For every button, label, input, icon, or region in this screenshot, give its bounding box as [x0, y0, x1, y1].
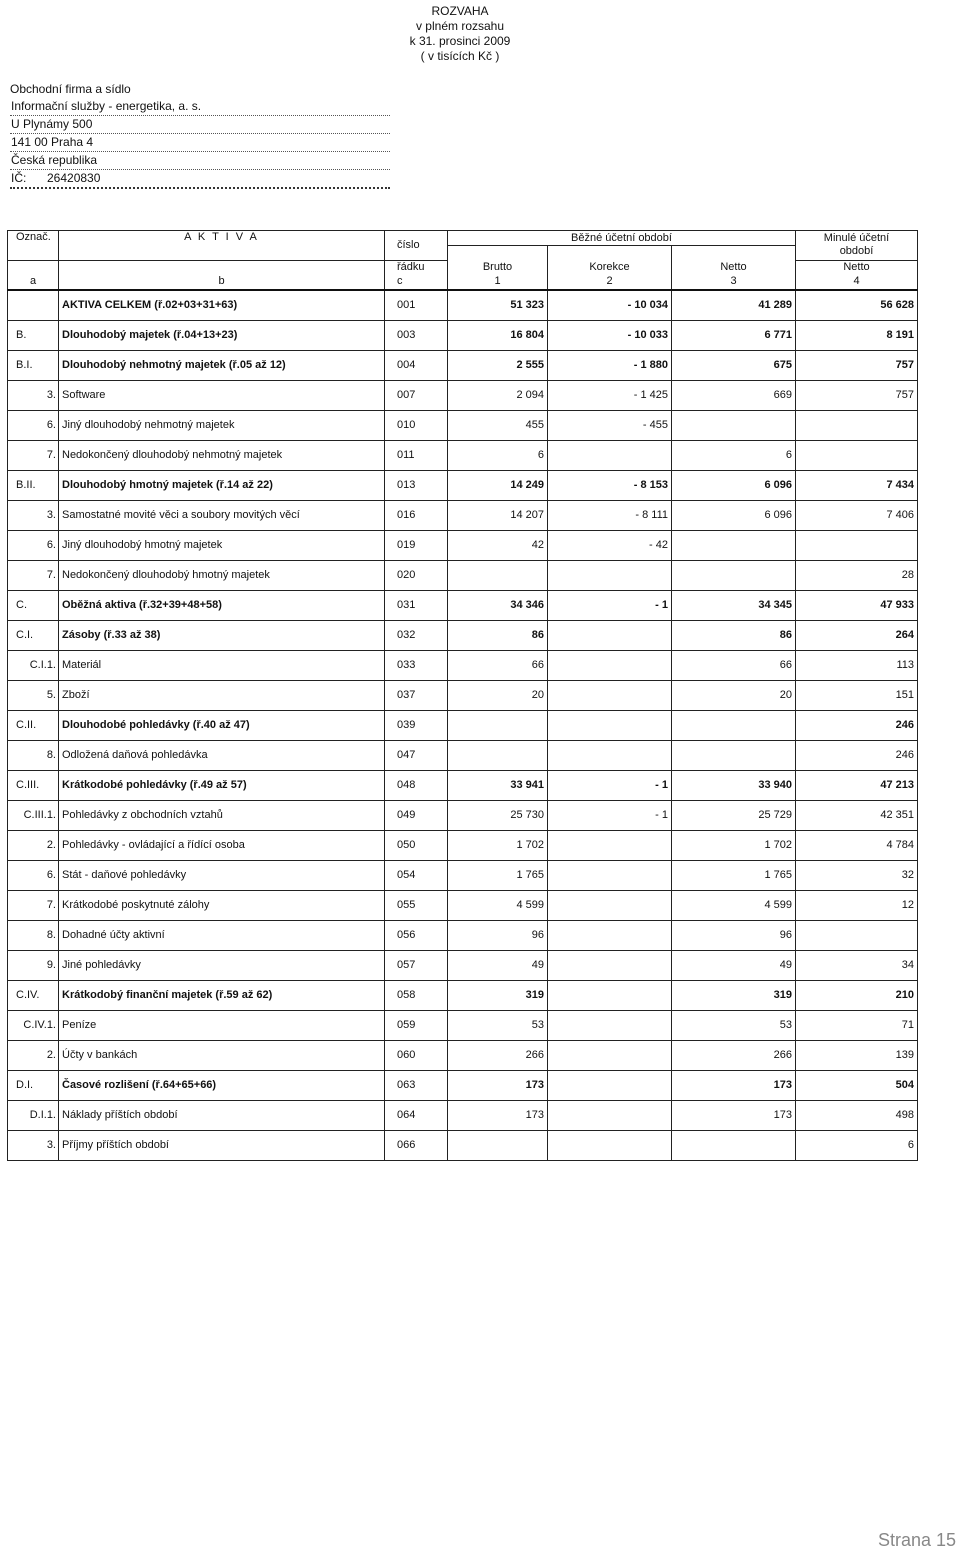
row-netto-previous: 47 213	[796, 770, 918, 800]
table-row	[8, 980, 918, 1010]
row-brutto: 14 249	[448, 470, 548, 500]
table-row	[8, 440, 918, 470]
row-label: Účty v bankách	[59, 1040, 385, 1070]
company-city: 141 00 Praha 4	[10, 134, 390, 152]
row-oznaceni: 5.	[8, 680, 59, 710]
table-row	[8, 500, 918, 530]
row-number: 020	[385, 560, 448, 590]
row-label: Časové rozlišení (ř.64+65+66)	[59, 1070, 385, 1100]
row-number: 060	[385, 1040, 448, 1070]
table-row	[8, 650, 918, 680]
row-label: Dlouhodobý nehmotný majetek (ř.05 až 12)	[59, 350, 385, 380]
row-brutto: 2 555	[448, 350, 548, 380]
row-label: Pohledávky z obchodních vztahů	[59, 800, 385, 830]
row-number: 011	[385, 440, 448, 470]
row-netto: 96	[672, 920, 796, 950]
row-brutto	[448, 710, 548, 740]
row-oznaceni: 6.	[8, 410, 59, 440]
row-number: 039	[385, 710, 448, 740]
company-street: U Plynámy 500	[10, 116, 390, 134]
row-oznaceni: 3.	[8, 500, 59, 530]
row-number: 055	[385, 890, 448, 920]
header-spacer-brutto	[448, 246, 548, 261]
row-number: 049	[385, 800, 448, 830]
row-netto-previous: 139	[796, 1040, 918, 1070]
row-number: 059	[385, 1010, 448, 1040]
company-ic-label: IČ:	[11, 171, 27, 185]
title-line-4: ( v tisících Kč )	[420, 49, 500, 63]
row-netto: 319	[672, 980, 796, 1010]
row-number: 058	[385, 980, 448, 1010]
row-korekce	[548, 440, 672, 470]
table-row	[8, 590, 918, 620]
table-row	[8, 860, 918, 890]
row-korekce	[548, 650, 672, 680]
title-line-2: v plném rozsahu	[415, 19, 505, 33]
row-korekce	[548, 920, 672, 950]
row-netto-previous	[796, 410, 918, 440]
row-brutto: 34 346	[448, 590, 548, 620]
row-oznaceni: 6.	[8, 530, 59, 560]
header-spacer-netto	[672, 246, 796, 261]
row-oznaceni	[8, 290, 59, 321]
row-brutto: 1 765	[448, 860, 548, 890]
row-oznaceni: C.I.	[8, 620, 59, 650]
company-ic	[10, 170, 390, 189]
row-korekce	[548, 1100, 672, 1130]
row-netto	[672, 710, 796, 740]
row-oznaceni: 7.	[8, 440, 59, 470]
row-netto-previous: 757	[796, 350, 918, 380]
row-netto	[672, 1130, 796, 1160]
row-label: Dlouhodobý majetek (ř.04+13+23)	[59, 320, 385, 350]
row-number: 066	[385, 1130, 448, 1160]
row-korekce	[548, 1070, 672, 1100]
header-korekce: Korekce	[548, 260, 672, 275]
header-oz-blank	[8, 260, 59, 275]
row-netto-previous: 113	[796, 650, 918, 680]
table-row	[8, 380, 918, 410]
row-label: Materiál	[59, 650, 385, 680]
table-row	[8, 830, 918, 860]
row-oznaceni: 3.	[8, 1130, 59, 1160]
row-netto-previous: 498	[796, 1100, 918, 1130]
row-netto-previous: 504	[796, 1070, 918, 1100]
row-netto-previous	[796, 920, 918, 950]
header-netto-prev: Netto	[796, 260, 918, 275]
row-label: Zásoby (ř.33 až 38)	[59, 620, 385, 650]
row-label: Jiný dlouhodobý hmotný majetek	[59, 530, 385, 560]
row-number: 004	[385, 350, 448, 380]
table-row	[8, 1010, 918, 1040]
row-netto: 4 599	[672, 890, 796, 920]
title-line-3: k 31. prosinci 2009	[409, 34, 511, 48]
row-oznaceni: C.II.	[8, 710, 59, 740]
row-netto-previous: 71	[796, 1010, 918, 1040]
row-netto: 49	[672, 950, 796, 980]
row-number: 056	[385, 920, 448, 950]
table-row	[8, 890, 918, 920]
row-netto-previous: 32	[796, 860, 918, 890]
row-label: Jiné pohledávky	[59, 950, 385, 980]
row-korekce	[548, 560, 672, 590]
table-row	[8, 620, 918, 650]
row-netto-previous: 246	[796, 710, 918, 740]
row-oznaceni: B.	[8, 320, 59, 350]
row-brutto	[448, 1130, 548, 1160]
row-oznaceni: C.III.	[8, 770, 59, 800]
table-row	[8, 1040, 918, 1070]
row-netto: 86	[672, 620, 796, 650]
row-netto-previous: 6	[796, 1130, 918, 1160]
table-row	[8, 1130, 918, 1160]
table-row	[8, 740, 918, 770]
row-number: 031	[385, 590, 448, 620]
row-oznaceni: C.III.1.	[8, 800, 59, 830]
row-korekce	[548, 950, 672, 980]
row-brutto: 266	[448, 1040, 548, 1070]
row-netto: 6 771	[672, 320, 796, 350]
table-row	[8, 530, 918, 560]
row-netto: 266	[672, 1040, 796, 1070]
row-brutto: 86	[448, 620, 548, 650]
table-row	[8, 350, 918, 380]
row-number: 019	[385, 530, 448, 560]
row-label: Zboží	[59, 680, 385, 710]
row-brutto: 14 207	[448, 500, 548, 530]
row-netto-previous: 56 628	[796, 290, 918, 321]
header-row-1	[8, 231, 918, 246]
row-oznaceni: 8.	[8, 920, 59, 950]
company-block	[10, 80, 390, 189]
table-row	[8, 560, 918, 590]
header-spacer-korekce	[548, 246, 672, 261]
row-korekce: - 42	[548, 530, 672, 560]
row-netto: 6 096	[672, 470, 796, 500]
header-n4: 4	[796, 275, 918, 290]
row-label: Nedokončený dlouhodobý nehmotný majetek	[59, 440, 385, 470]
header-n2: 2	[548, 275, 672, 290]
row-korekce: - 1 425	[548, 380, 672, 410]
row-netto: 675	[672, 350, 796, 380]
company-label: Obchodní firma a sídlo	[10, 82, 131, 96]
row-brutto: 53	[448, 1010, 548, 1040]
row-brutto: 33 941	[448, 770, 548, 800]
row-brutto	[448, 560, 548, 590]
header-previous-period	[796, 231, 918, 261]
row-oznaceni: 2.	[8, 830, 59, 860]
row-korekce	[548, 710, 672, 740]
header-row-3	[8, 275, 918, 290]
row-netto-previous	[796, 440, 918, 470]
row-korekce: - 1	[548, 590, 672, 620]
row-korekce: - 1	[548, 800, 672, 830]
row-netto-previous: 7 406	[796, 500, 918, 530]
table-row	[8, 320, 918, 350]
row-brutto	[448, 740, 548, 770]
row-brutto: 319	[448, 980, 548, 1010]
row-number: 037	[385, 680, 448, 710]
header-cislo	[385, 231, 448, 261]
row-netto: 6 096	[672, 500, 796, 530]
row-oznaceni: 7.	[8, 560, 59, 590]
balance-sheet-table	[7, 230, 918, 1161]
row-korekce: - 8 153	[548, 470, 672, 500]
table-row	[8, 710, 918, 740]
table-row	[8, 770, 918, 800]
row-oznaceni: D.I.1.	[8, 1100, 59, 1130]
table-row	[8, 800, 918, 830]
row-label: AKTIVA CELKEM (ř.02+03+31+63)	[59, 290, 385, 321]
row-netto: 6	[672, 440, 796, 470]
row-number: 033	[385, 650, 448, 680]
header-brutto: Brutto	[448, 260, 548, 275]
header-aktiva-blank	[59, 260, 385, 275]
row-label: Krátkodobé poskytnuté zálohy	[59, 890, 385, 920]
row-oznaceni: 9.	[8, 950, 59, 980]
row-oznaceni: 7.	[8, 890, 59, 920]
row-label: Náklady příštích období	[59, 1100, 385, 1130]
row-number: 010	[385, 410, 448, 440]
row-korekce: - 10 034	[548, 290, 672, 321]
row-oznaceni: 2.	[8, 1040, 59, 1070]
row-brutto: 1 702	[448, 830, 548, 860]
row-netto: 25 729	[672, 800, 796, 830]
row-netto-previous: 4 784	[796, 830, 918, 860]
row-oznaceni: 6.	[8, 860, 59, 890]
row-oznaceni: 3.	[8, 380, 59, 410]
row-label: Dlouhodobý hmotný majetek (ř.14 až 22)	[59, 470, 385, 500]
row-oznaceni: C.IV.	[8, 980, 59, 1010]
row-number: 032	[385, 620, 448, 650]
row-netto-previous	[796, 530, 918, 560]
row-number: 064	[385, 1100, 448, 1130]
row-netto: 669	[672, 380, 796, 410]
row-label: Odložená daňová pohledávka	[59, 740, 385, 770]
row-netto-previous: 210	[796, 980, 918, 1010]
row-label: Jiný dlouhodobý nehmotný majetek	[59, 410, 385, 440]
row-number: 057	[385, 950, 448, 980]
row-label: Dohadné účty aktivní	[59, 920, 385, 950]
row-brutto: 66	[448, 650, 548, 680]
header-radku: řádku	[385, 260, 448, 275]
row-netto: 1 702	[672, 830, 796, 860]
row-label: Dlouhodobé pohledávky (ř.40 až 47)	[59, 710, 385, 740]
header-cislo-text: číslo	[397, 238, 420, 251]
row-brutto: 4 599	[448, 890, 548, 920]
row-label: Stát - daňové pohledávky	[59, 860, 385, 890]
row-netto: 173	[672, 1070, 796, 1100]
row-label: Samostatné movité věci a soubory movitých věcí	[59, 500, 385, 530]
row-korekce	[548, 860, 672, 890]
row-label: Krátkodobý finanční majetek (ř.59 až 62)	[59, 980, 385, 1010]
row-korekce	[548, 890, 672, 920]
row-netto-previous: 246	[796, 740, 918, 770]
row-number: 054	[385, 860, 448, 890]
row-korekce: - 1	[548, 770, 672, 800]
row-korekce: - 8 111	[548, 500, 672, 530]
row-korekce	[548, 1010, 672, 1040]
row-netto	[672, 740, 796, 770]
row-netto-previous: 8 191	[796, 320, 918, 350]
row-number: 047	[385, 740, 448, 770]
document-title	[0, 4, 920, 64]
row-netto-previous: 34	[796, 950, 918, 980]
header-n3: 3	[672, 275, 796, 290]
row-number: 016	[385, 500, 448, 530]
row-brutto: 25 730	[448, 800, 548, 830]
row-korekce: - 455	[548, 410, 672, 440]
row-oznaceni: C.I.1.	[8, 650, 59, 680]
header-netto: Netto	[672, 260, 796, 275]
row-number: 003	[385, 320, 448, 350]
row-netto	[672, 560, 796, 590]
row-oznaceni: 8.	[8, 740, 59, 770]
row-number: 001	[385, 290, 448, 321]
row-korekce	[548, 620, 672, 650]
row-netto: 33 940	[672, 770, 796, 800]
row-korekce	[548, 980, 672, 1010]
header-oznac: Označ.	[8, 231, 59, 261]
row-korekce	[548, 1040, 672, 1070]
row-netto	[672, 530, 796, 560]
row-label: Příjmy příštích období	[59, 1130, 385, 1160]
row-netto: 173	[672, 1100, 796, 1130]
row-number: 007	[385, 380, 448, 410]
row-label: Peníze	[59, 1010, 385, 1040]
header-b: b	[59, 275, 385, 290]
row-brutto: 49	[448, 950, 548, 980]
header-a: a	[8, 275, 59, 290]
table-row	[8, 680, 918, 710]
row-korekce	[548, 1130, 672, 1160]
row-label: Nedokončený dlouhodobý hmotný majetek	[59, 560, 385, 590]
header-previous-2: období	[839, 245, 874, 258]
row-number: 013	[385, 470, 448, 500]
row-netto-previous: 42 351	[796, 800, 918, 830]
row-korekce: - 10 033	[548, 320, 672, 350]
company-name: Informační služby - energetika, a. s.	[10, 98, 390, 116]
row-korekce	[548, 830, 672, 860]
row-netto	[672, 410, 796, 440]
row-netto: 66	[672, 650, 796, 680]
row-brutto: 20	[448, 680, 548, 710]
table-row	[8, 920, 918, 950]
company-country: Česká republika	[10, 152, 390, 170]
row-korekce	[548, 680, 672, 710]
row-brutto: 51 323	[448, 290, 548, 321]
header-previous-1: Minulé účetní	[823, 232, 890, 245]
row-netto-previous: 264	[796, 620, 918, 650]
row-netto-previous: 28	[796, 560, 918, 590]
table-row	[8, 290, 918, 321]
page-number: Strana 15	[877, 1530, 956, 1550]
row-brutto: 16 804	[448, 320, 548, 350]
row-oznaceni: D.I.	[8, 1070, 59, 1100]
row-korekce: - 1 880	[548, 350, 672, 380]
row-brutto: 42	[448, 530, 548, 560]
row-brutto: 455	[448, 410, 548, 440]
row-brutto: 96	[448, 920, 548, 950]
row-netto-previous: 47 933	[796, 590, 918, 620]
row-netto: 41 289	[672, 290, 796, 321]
row-oznaceni: C.IV.1.	[8, 1010, 59, 1040]
header-aktiva: A K T I V A	[59, 231, 385, 261]
row-netto-previous: 7 434	[796, 470, 918, 500]
row-oznaceni: B.I.	[8, 350, 59, 380]
header-n1: 1	[448, 275, 548, 290]
row-label: Oběžná aktiva (ř.32+39+48+58)	[59, 590, 385, 620]
row-brutto: 6	[448, 440, 548, 470]
table-row	[8, 950, 918, 980]
row-number: 048	[385, 770, 448, 800]
row-number: 050	[385, 830, 448, 860]
row-brutto: 173	[448, 1100, 548, 1130]
row-label: Krátkodobé pohledávky (ř.49 až 57)	[59, 770, 385, 800]
title-line-1: ROZVAHA	[431, 4, 489, 18]
row-brutto: 173	[448, 1070, 548, 1100]
table-row	[8, 410, 918, 440]
row-netto-previous: 12	[796, 890, 918, 920]
row-netto: 34 345	[672, 590, 796, 620]
row-netto-previous: 151	[796, 680, 918, 710]
header-c: c	[385, 275, 448, 290]
row-label: Software	[59, 380, 385, 410]
row-netto: 53	[672, 1010, 796, 1040]
row-label: Pohledávky - ovládající a řídící osoba	[59, 830, 385, 860]
row-netto: 20	[672, 680, 796, 710]
row-brutto: 2 094	[448, 380, 548, 410]
company-ic-value: 26420830	[47, 171, 101, 185]
row-oznaceni: C.	[8, 590, 59, 620]
row-number: 063	[385, 1070, 448, 1100]
table-row	[8, 470, 918, 500]
table-row	[8, 1100, 918, 1130]
row-korekce	[548, 740, 672, 770]
header-current-period: Běžné účetní období	[448, 231, 796, 246]
row-netto-previous: 757	[796, 380, 918, 410]
row-oznaceni: B.II.	[8, 470, 59, 500]
header-row-2	[8, 260, 918, 275]
row-netto: 1 765	[672, 860, 796, 890]
table-row	[8, 1070, 918, 1100]
